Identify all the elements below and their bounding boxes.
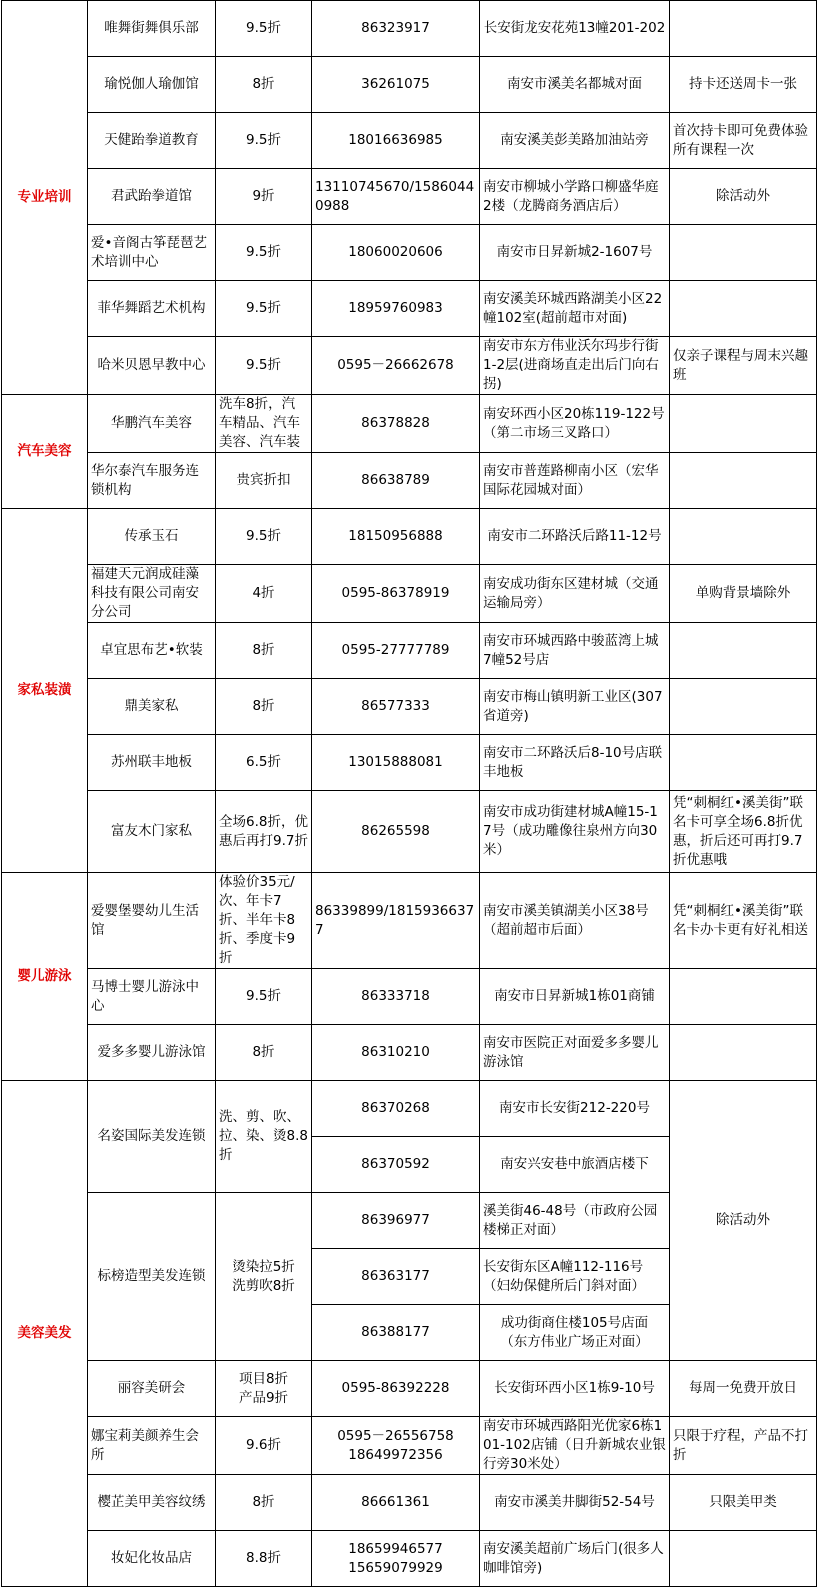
discount: 9.5折 [216,969,312,1025]
discount: 9.6折 [216,1417,312,1475]
note: 只限美甲类 [670,1475,817,1531]
merchant-name: 富友木门家私 [88,791,216,873]
merchant-name: 菲华舞蹈艺术机构 [88,281,216,337]
merchant-name: 天健跆拳道教育 [88,113,216,169]
discount: 洗车8折，汽车精品、汽车美容、汽车装 [216,395,312,453]
note [670,1025,817,1081]
discount: 9.5折 [216,509,312,565]
merchant-name: 丽容美研会 [88,1361,216,1417]
phone: 86265598 [312,791,480,873]
merchant-discount-table [1,0,817,1587]
discount: 贵宾折扣 [216,453,312,509]
address: 南安市普莲路柳南小区（宏华国际花园城对面） [480,453,670,509]
discount: 9.5折 [216,113,312,169]
phone: 86370592 [312,1137,480,1193]
note: 单购背景墙除外 [670,565,817,623]
address: 南安成功街东区建材城（交通运输局旁） [480,565,670,623]
phone: 18060020606 [312,225,480,281]
phone: 86396977 [312,1193,480,1249]
phone: 86339899/18159366377 [312,873,480,969]
table-row [2,1361,817,1417]
phone: 13015888081 [312,735,480,791]
phone: 86661361 [312,1475,480,1531]
address: 南安市溪美名都城对面 [480,57,670,113]
merchant-name: 爱•音阁古筝琵琶艺术培训中心 [88,225,216,281]
table-row [2,113,817,169]
merchant-name: 华尔泰汽车服务连锁机构 [88,453,216,509]
note [670,735,817,791]
table-row [2,623,817,679]
merchant-name: 娜宝莉美颜养生会所 [88,1417,216,1475]
discount: 8折 [216,1475,312,1531]
table-row [2,57,817,113]
phone: 0595-27777789 [312,623,480,679]
category-cell: 婴儿游泳 [2,873,88,1081]
merchant-name: 爱多多婴儿游泳馆 [88,1025,216,1081]
note [670,623,817,679]
discount: 9.5折 [216,337,312,395]
merchant-name: 爱婴堡婴幼儿生活馆 [88,873,216,969]
discount: 8折 [216,679,312,735]
discount: 8折 [216,623,312,679]
table-row [2,1025,817,1081]
note: 除活动外 [670,1081,817,1361]
table-row [2,791,817,873]
note [670,1,817,57]
merchant-name: 瑜悦伽人瑜伽馆 [88,57,216,113]
discount: 9折 [216,169,312,225]
discount: 体验价35元/次、年卡7折、半年卡8折、季度卡9折 [216,873,312,969]
address: 南安溪美环城西路湖美小区22幢102室(超前超市对面) [480,281,670,337]
table-row [2,735,817,791]
phone: 86577333 [312,679,480,735]
merchant-name: 唯舞街舞俱乐部 [88,1,216,57]
address: 南安市梅山镇明新工业区(307省道旁) [480,679,670,735]
phone: 86388177 [312,1305,480,1361]
merchant-name: 马博士婴儿游泳中心 [88,969,216,1025]
discount: 烫染拉5折 洗剪吹8折 [216,1193,312,1361]
table-row [2,1081,817,1137]
table-row [2,225,817,281]
address: 南安市溪美镇湖美小区38号（超前超市后面） [480,873,670,969]
phone: 86310210 [312,1025,480,1081]
note: 仅亲子课程与周末兴趣班 [670,337,817,395]
address: 南安市二环路沃后8-10号店联丰地板 [480,735,670,791]
discount: 9.5折 [216,281,312,337]
note [670,679,817,735]
discount: 洗、剪、吹、拉、染、烫8.8折 [216,1081,312,1193]
address: 长安街龙安花苑13幢201-202 [480,1,670,57]
table-row [2,1475,817,1531]
address: 南安市环城西路中骏蓝湾上城7幢52号店 [480,623,670,679]
address: 南安环西小区20栋119-122号（第二市场三叉路口） [480,395,670,453]
note: 凭“刺桐红•溪美街”联名卡办卡更有好礼相送 [670,873,817,969]
note [670,281,817,337]
merchant-name: 樱芷美甲美容纹绣 [88,1475,216,1531]
table-row [2,565,817,623]
address: 溪美街46-48号（市政府公园楼梯正对面） [480,1193,670,1249]
note: 每周一免费开放日 [670,1361,817,1417]
table-row [2,969,817,1025]
address: 南安市成功街建材城A幢15-17号（成功雕像往泉州方向30米） [480,791,670,873]
discount: 8折 [216,57,312,113]
merchant-name: 华鹏汽车美容 [88,395,216,453]
address: 南安市日昇新城1栋01商铺 [480,969,670,1025]
merchant-name: 传承玉石 [88,509,216,565]
table-row [2,169,817,225]
discount: 9.5折 [216,1,312,57]
merchant-name: 标榜造型美发连锁 [88,1193,216,1361]
note [670,969,817,1025]
address: 南安市溪美井脚街52-54号 [480,1475,670,1531]
phone: 86638789 [312,453,480,509]
address: 南安市柳城小学路口柳盛华庭2楼（龙腾商务酒店后） [480,169,670,225]
merchant-name: 君武跆拳道馆 [88,169,216,225]
phone: 86333718 [312,969,480,1025]
address: 南安市二环路沃后路11-12号 [480,509,670,565]
category-cell: 家私装潢 [2,509,88,873]
category-cell: 汽车美容 [2,395,88,509]
merchant-name: 哈米贝恩早教中心 [88,337,216,395]
note [670,1531,817,1587]
table-row [2,453,817,509]
table-row [2,509,817,565]
address: 南安市长安街212-220号 [480,1081,670,1137]
phone: 13110745670/15860440988 [312,169,480,225]
discount: 全场6.8折，优惠后再打9.7折 [216,791,312,873]
table-row [2,873,817,969]
phone: 0595-86392228 [312,1361,480,1417]
discount: 6.5折 [216,735,312,791]
address: 南安兴安巷中旅酒店楼下 [480,1137,670,1193]
note: 凭“刺桐红•溪美街”联名卡可享全场6.8折优惠，折后还可再打9.7折优惠哦 [670,791,817,873]
note [670,225,817,281]
phone: 86323917 [312,1,480,57]
table-row [2,1531,817,1587]
phone: 86370268 [312,1081,480,1137]
address: 南安市东方伟业沃尔玛步行街1-2层(进商场直走出后门向右拐) [480,337,670,395]
merchant-name: 名姿国际美发连锁 [88,1081,216,1193]
address: 南安溪美彭美路加油站旁 [480,113,670,169]
merchant-name: 卓宜思布艺•软装 [88,623,216,679]
address: 南安市医院正对面爱多多婴儿游泳馆 [480,1025,670,1081]
table-row [2,679,817,735]
merchant-name: 福建天元润成硅藻科技有限公司南安分公司 [88,565,216,623]
table-row [2,1417,817,1475]
phone: 18016636985 [312,113,480,169]
phone: 18150956888 [312,509,480,565]
note: 只限于疗程，产品不打折 [670,1417,817,1475]
address: 南安市日昇新城2-1607号 [480,225,670,281]
note [670,509,817,565]
category-cell: 专业培训 [2,1,88,395]
address: 南安溪美超前广场后门(很多人咖啡馆旁) [480,1531,670,1587]
phone: 36261075 [312,57,480,113]
note: 持卡还送周卡一张 [670,57,817,113]
address: 成功街商住楼105号店面 （东方伟业广场正对面） [480,1305,670,1361]
discount: 9.5折 [216,225,312,281]
table-row [2,1,817,57]
discount: 8.8折 [216,1531,312,1587]
note: 首次持卡即可免费体验所有课程一次 [670,113,817,169]
merchant-name: 妆妃化妆品店 [88,1531,216,1587]
phone: 0595-86378919 [312,565,480,623]
phone: 18659946577 15659079929 [312,1531,480,1587]
discount: 项目8折 产品9折 [216,1361,312,1417]
phone: 0595－26556758 18649972356 [312,1417,480,1475]
category-cell: 美容美发 [2,1081,88,1587]
merchant-name: 鼎美家私 [88,679,216,735]
table-row [2,281,817,337]
note [670,453,817,509]
phone: 86363177 [312,1249,480,1305]
address: 长安街环西小区1栋9-10号 [480,1361,670,1417]
table-row [2,395,817,453]
phone: 86378828 [312,395,480,453]
address: 长安街东区A幢112-116号（妇幼保健所后门斜对面） [480,1249,670,1305]
phone: 18959760983 [312,281,480,337]
discount: 4折 [216,565,312,623]
phone: 0595－26662678 [312,337,480,395]
discount: 8折 [216,1025,312,1081]
note: 除活动外 [670,169,817,225]
note [670,395,817,453]
merchant-name: 苏州联丰地板 [88,735,216,791]
table-row [2,337,817,395]
address: 南安市环城西路阳光优家6栋101-102店铺（日升新城农业银行旁30米处） [480,1417,670,1475]
